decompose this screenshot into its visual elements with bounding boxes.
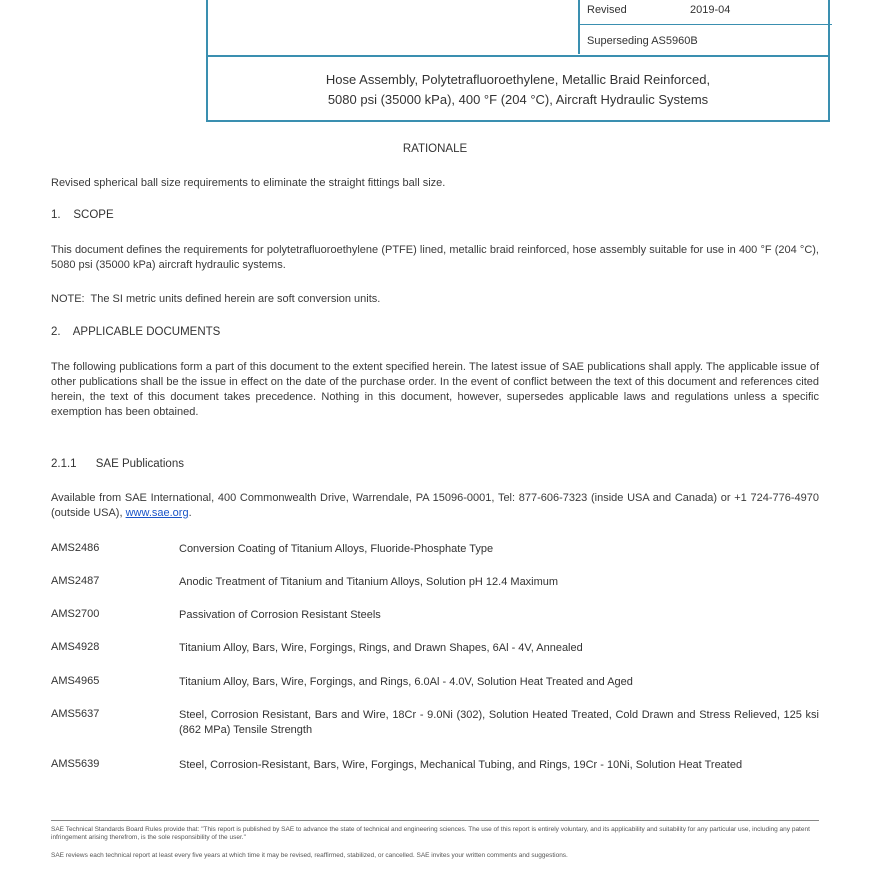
sae-publications-heading: 2.1.1 SAE Publications: [51, 458, 184, 470]
ref-code: AMS2487: [51, 575, 100, 587]
footer-review-text: SAE reviews each technical report at least every five years at which time it may be revised, reaffirmed, stabilized, or cancelled. SAE invites your written comments and suggestions.: [51, 852, 568, 859]
applicable-docs-heading: 2. APPLICABLE DOCUMENTS: [51, 326, 221, 338]
ref-code: AMS2700: [51, 608, 100, 620]
scope-note: NOTE: The SI metric units defined herein are soft conversion units.: [51, 293, 381, 305]
revised-label: Revised: [587, 4, 627, 16]
rationale-heading: RATIONALE: [402, 143, 468, 155]
rationale-text: Revised spherical ball size requirements to eliminate the straight fittings ball size.: [51, 177, 446, 189]
sae-publications-text: Available from SAE International, 400 Commonwealth Drive, Warrendale, PA 15096-0001, Tel: 877-606-7323 (inside USA and Canada) or +1 724-776-4970 (outside USA), www.sae.org.: [51, 492, 819, 519]
ref-title: Anodic Treatment of Titanium and Titanium Alloys, Solution pH 12.4 Maximum: [179, 576, 559, 588]
scope-heading: 1. SCOPE: [51, 209, 114, 221]
revision-info: [578, 0, 832, 54]
footer-rules-text: SAE Technical Standards Board Rules provide that: "This report is published by SAE to advance the state of technical and engineering sciences. The use of this report is entirely voluntary, and its applicability and suitability for any particular use, including any patent infringement arising therefrom, is the sole responsibility of the user.": [51, 826, 810, 841]
ref-code: AMS4965: [51, 675, 100, 687]
ref-code: AMS5637: [51, 708, 100, 720]
sae-website-link[interactable]: www.sae.org: [125, 507, 189, 519]
superseding-text: Superseding AS5960B: [587, 35, 698, 47]
document-title-line2: 5080 psi (35000 kPa), 400 °F (204 °C), Aircraft Hydraulic Systems: [327, 92, 709, 107]
ref-code: AMS4928: [51, 641, 100, 653]
ref-title: Titanium Alloy, Bars, Wire, Forgings, Rings, and Drawn Shapes, 6Al - 4V, Annealed: [179, 642, 583, 654]
ref-title: Passivation of Corrosion Resistant Steels: [179, 609, 381, 621]
document-title-line1: Hose Assembly, Polytetrafluoroethylene, Metallic Braid Reinforced,: [325, 72, 711, 87]
revised-value: 2019-04: [690, 4, 731, 16]
ref-title: Conversion Coating of Titanium Alloys, Fluoride-Phosphate Type: [179, 543, 494, 555]
ref-title: Steel, Corrosion-Resistant, Bars, Wire, Forgings, Mechanical Tubing, and Rings, 19Cr - 10Ni, Solution Heat Treated: [179, 759, 743, 771]
ref-code: AMS5639: [51, 758, 100, 770]
ref-title: Steel, Corrosion Resistant, Bars and Wire, 18Cr - 9.0Ni (302), Solution Heated Treated, Cold Drawn and Stress Relieved, 125 ksi (862 MPa) Tensile Strength: [179, 709, 819, 736]
document-header-box: [206, 0, 830, 122]
applicable-docs-text: The following publications form a part of this document to the extent specified herein. The latest issue of SAE publications shall apply. The applicable issue of other publications shall be the issue in effect on the date of the purchase order. In the event of conflict between the text of this document and references cited herein, the text of this document takes precedence. Nothing in this document, however, supersedes applicable laws and regulations unless a specific exemption has been obtained.: [51, 361, 819, 418]
footer-divider: [51, 820, 819, 821]
ref-title: Titanium Alloy, Bars, Wire, Forgings, and Rings, 6.0Al - 4.0V, Solution Heat Treated and Aged: [179, 676, 633, 688]
sae-contact-text: Available from SAE International, 400 Commonwealth Drive, Warrendale, PA 15096-0001, Tel: 877-606-7323 (inside USA and Canada) or +1 724-776-4970 (outside USA),: [51, 492, 819, 519]
ref-code: AMS2486: [51, 542, 100, 554]
scope-text: This document defines the requirements for polytetrafluoroethylene (PTFE) lined, metallic braid reinforced, hose assembly suitable for use in 400 °F (204 °C), 5080 psi (35000 kPa) aircraft hydraulic systems.: [51, 244, 819, 271]
